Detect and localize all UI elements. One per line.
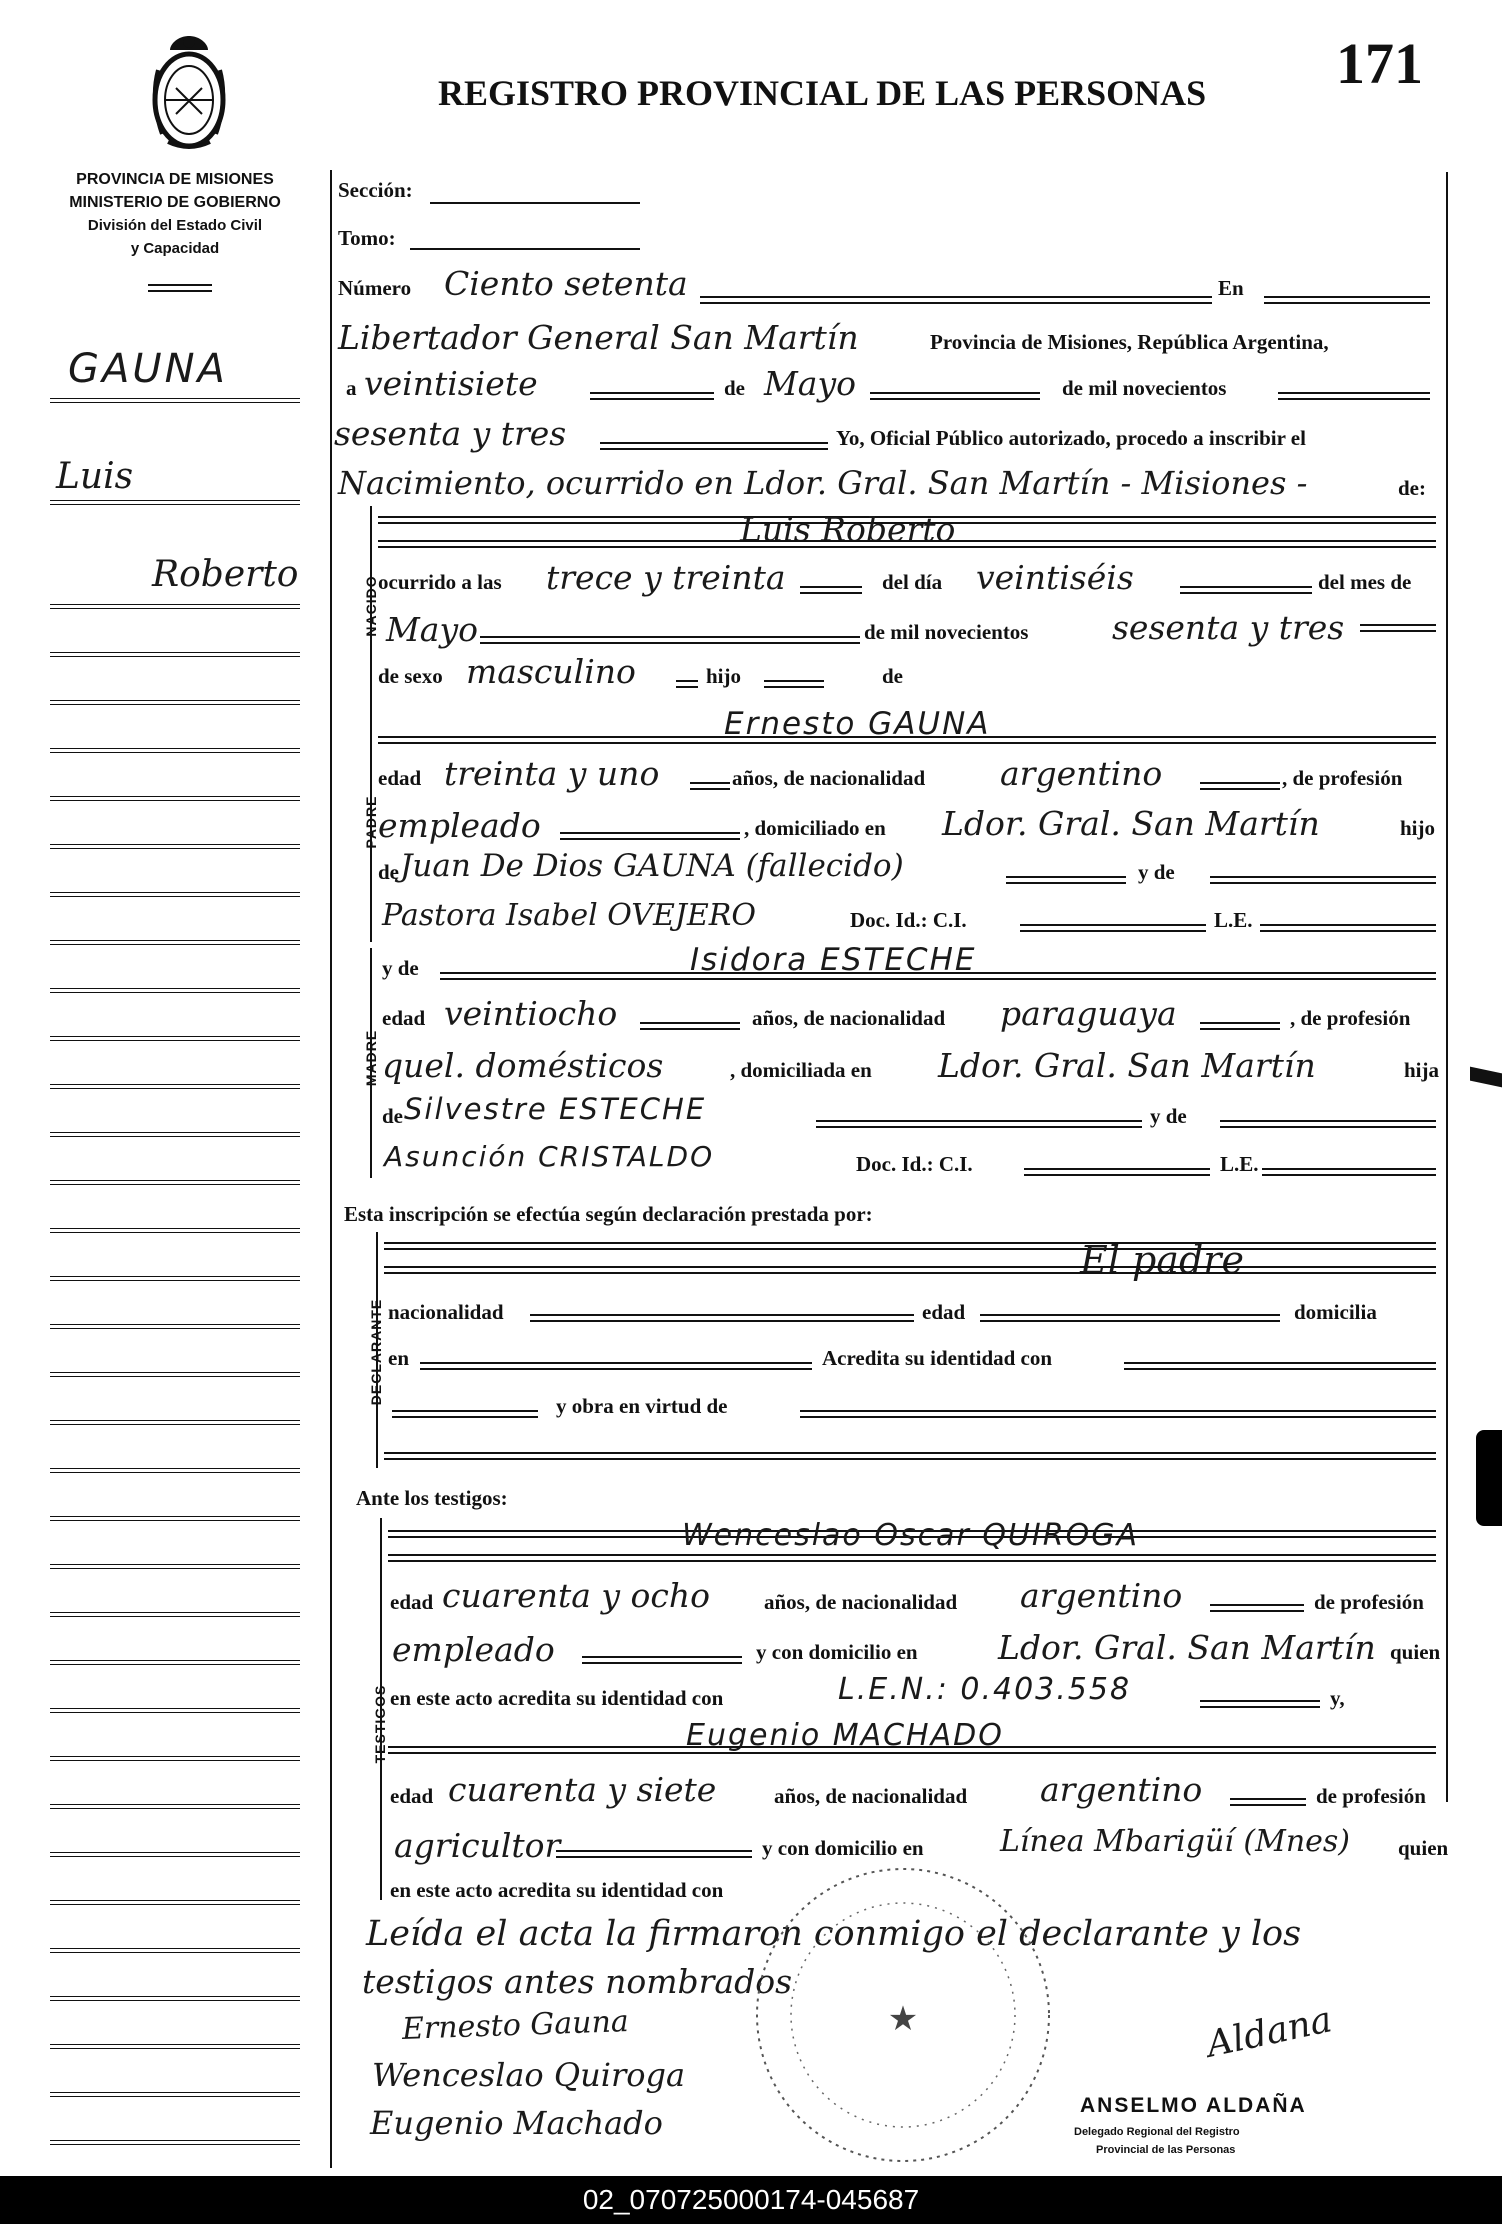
stub-rule [50,940,300,945]
de-colon-label: de: [1398,476,1426,500]
t1-edad-value: cuarenta y ocho [442,1576,710,1615]
declarante-nac-label: nacionalidad [388,1300,504,1324]
t1-dom-value: Ldor. Gral. San Martín [998,1628,1376,1667]
nacido-month-value: Mayo [386,610,478,649]
stub-rule [50,1852,300,1857]
numero-rule [700,296,1212,304]
declarante-top-rule [384,1242,1436,1250]
declarante-side-label: DECLARANTE [368,1298,384,1406]
madre-dom-value: Ldor. Gral. San Martín [938,1046,1316,1085]
declarante-en-label: en [388,1346,409,1370]
declarante-intro: Esta inscripción se efectúa según declaración prestada por: [344,1202,873,1226]
ocurrido-label: ocurrido a las [378,570,502,594]
seccion-rule [430,202,640,204]
coat-of-arms-seal [148,30,230,152]
page-title: REGISTRO PROVINCIAL DE LAS PERSONAS [438,73,1207,113]
padre-y-de-label: y de [1138,860,1175,884]
t2-edad-label: edad [390,1784,434,1808]
madre-edad-label: edad [382,1006,426,1030]
stub-rule [50,1420,300,1425]
del-dia-label: del día [882,570,943,594]
year-rule [600,442,828,450]
t1-edad-label: edad [390,1590,434,1614]
padre-edad-label: edad [378,766,422,790]
stub-rule [50,1660,300,1665]
t1-nac-value: argentino [1020,1576,1183,1615]
agency-line-province: PROVINCIA DE MISIONES [76,171,274,188]
madre-side-label: MADRE [363,1029,379,1087]
stub-middle-name: Roberto [152,554,299,595]
padre-dom-label: , domiciliado en [744,816,886,840]
t1-prof-rule [582,1656,742,1664]
padre-father-rule [1006,876,1126,884]
stub-rule [50,1036,300,1041]
t1-prof-label: de profesión [1314,1590,1424,1614]
stub-rule [50,1372,300,1377]
testigos-intro: Ante los testigos: [356,1486,508,1510]
nacido-name-rule [378,540,1436,548]
declarante-bottom-rule [384,1452,1436,1460]
t2-nac-label: años, de nacionalidad [774,1784,968,1808]
t2-nac-value: argentino [1040,1770,1203,1809]
stub-rule [50,1756,300,1761]
madre-edad-value: veintiocho [444,994,618,1033]
stub-rule [50,1228,300,1233]
stub-rule [50,1900,300,1905]
madre-nac-rule [1200,1022,1280,1030]
t1-name: Wenceslao Oscar QUIROGA [682,1518,1139,1553]
day-rule [590,392,714,400]
nacido-year-value: sesenta y tres [1112,608,1345,647]
padre-nac-rule [1200,782,1280,790]
sexo-value: masculino [466,652,636,691]
declarante-nac-rule [530,1314,914,1322]
declarante-obra-rule-left [392,1410,538,1418]
numero-value: Ciento setenta [444,264,688,303]
nacido-de-label: de [882,664,903,688]
madre-nac-value: paraguaya [1000,994,1177,1033]
padre-dom-value: Ldor. Gral. San Martín [942,804,1320,843]
event-value: Nacimiento, ocurrido en Ldor. Gral. San Martín - Misiones - [338,464,1308,502]
t1-acredita-label: en este acto acredita su identidad con [390,1686,724,1710]
t2-quien-label: quien [1398,1836,1449,1860]
madre-nac-label: años, de nacionalidad [752,1006,946,1030]
stub-rule [50,1612,300,1617]
madre-doc-rule [1024,1168,1210,1176]
padre-le-rule [1260,924,1436,932]
nacido-year-rule [1360,624,1436,632]
madre-y-de2-rule [1220,1120,1436,1128]
scan-id-footer: 02_070725000174-045687 [0,2176,1502,2224]
stub-rule [50,1180,300,1185]
t2-acredita-label: en este acto acredita su identidad con [390,1878,724,1902]
stub-rule [50,844,300,849]
testigos-side-label: TESTIGOS [372,1684,388,1764]
madre-name-rule [440,972,1436,980]
stub-rule [50,748,300,753]
edge-shadow-mark [1476,1430,1502,1526]
stub-first-name: Luis [56,456,134,497]
padre-doc-label: Doc. Id.: C.I. [850,908,967,932]
official-title-2: Provincial de las Personas [1096,2144,1236,2156]
padre-name: Ernesto GAUNA [724,706,991,742]
stub-rule [50,892,300,897]
madre-doc-label: Doc. Id.: C.I. [856,1152,973,1176]
padre-prof-rule [560,832,740,840]
padre-nac-label: años, de nacionalidad [732,766,926,790]
padre-side-label: PADRE [363,795,379,849]
t1-nac-rule [1210,1604,1304,1612]
closing-line-2: testigos antes nombrados [362,1962,793,2001]
t2-name-rule [388,1746,1436,1754]
padre-edad-rule [690,782,730,790]
frame-right-border [1446,172,1448,1802]
padre-prof-label: , de profesión [1282,766,1403,790]
madre-de-label: de [382,1104,403,1128]
t1-quien-label: quien [1390,1640,1441,1664]
month-value: Mayo [764,364,856,403]
del-mes-label: del mes de [1318,570,1412,594]
stub-rule [50,1324,300,1329]
stub-rule [50,500,300,505]
declarante-obra-rule [800,1410,1436,1418]
t1-doc-rule [1200,1700,1320,1708]
stub-rule [50,796,300,801]
agency-line-division: División del Estado Civil [87,217,263,234]
nacido-name: Luis Roberto [740,510,956,549]
en-label: En [1218,276,1244,300]
t1-name-rule [388,1554,1436,1562]
t1-prof-value: empleado [392,1630,555,1669]
madre-dom-label: , domiciliada en [730,1058,872,1082]
stub-rule [50,2092,300,2097]
t2-prof-label: de profesión [1316,1784,1426,1808]
stub-rule [50,1708,300,1713]
signature-declarante: Ernesto Gauna [401,2004,630,2047]
t2-edad-value: cuarenta y siete [448,1770,717,1809]
declarante-dom-label: domicilia [1294,1300,1377,1324]
hijo-rule [764,680,824,688]
seccion-label: Sección: [338,178,413,202]
official-name: ANSELMO ALDAÑA [1080,2094,1307,2117]
t2-nac-rule [1230,1798,1306,1806]
oficial-text: Yo, Oficial Público autorizado, procedo a inscribir el [836,426,1306,450]
edge-shadow-mark [1470,1067,1502,1088]
stub-rule [50,700,300,705]
mil-rule [1278,392,1430,400]
stub-rule [50,1948,300,1953]
stub-rule [50,1564,300,1569]
padre-edad-value: treinta y uno [444,754,660,793]
stub-rule [50,604,300,609]
t2-name: Eugenio MACHADO [686,1718,1004,1753]
stub-rule [50,1084,300,1089]
year-value: sesenta y tres [334,414,567,453]
declarante-edad-rule [980,1314,1280,1322]
declarante-value: El padre [1080,1238,1244,1282]
madre-father-value: Silvestre ESTECHE [404,1092,707,1126]
nacido-month-rule [480,636,860,644]
signature-witness-1: Wenceslao Quiroga [372,2056,686,2094]
padre-de-label: de [378,860,399,884]
madre-le-label: L.E. [1220,1152,1259,1176]
en-rule [1264,296,1430,304]
stub-rule [50,1996,300,2001]
nacido-day-rule [1180,586,1312,594]
nacido-side-label: NACIDO [363,575,379,637]
declarante-value-rule [384,1266,1436,1274]
official-signature: Aldana [1203,1999,1336,2066]
padre-y-de-rule [1210,876,1436,884]
place-value: Libertador General San Martín [338,318,859,357]
agency-line-ministry: MINISTERIO DE GOBIERNO [69,194,281,211]
stub-rule [50,988,300,993]
svg-text:★: ★ [887,1999,919,2039]
padre-mother-value: Pastora Isabel OVEJERO [382,898,756,933]
t2-dom-value: Línea Mbarigüí (Mnes) [1000,1824,1351,1859]
hour-value: trece y treinta [546,558,786,597]
de-label: de [724,376,745,400]
madre-prof-value: quel. domésticos [382,1046,664,1085]
t2-prof-value: agricultor [394,1826,561,1865]
t1-y-label: y, [1330,1686,1345,1710]
declarante-edad-label: edad [922,1300,966,1324]
agency-line-capacity: y Capacidad [130,240,220,257]
stub-rule [50,2140,300,2145]
numero-label: Número [338,276,412,300]
official-title-1: Delegado Regional del Registro [1074,2126,1240,2138]
madre-name: Isidora ESTECHE [690,942,977,978]
frame-left-border [330,170,332,2168]
madre-mother-value: Asunción CRISTALDO [384,1140,715,1173]
tomo-rule [410,248,640,250]
padre-father-value: Juan De Dios GAUNA (fallecido) [400,848,904,884]
t1-dom-label: y con domicilio en [756,1640,918,1664]
month-rule [870,392,1040,400]
madre-y-de-label: y de [382,956,419,980]
stub-rule [50,2044,300,2049]
nacido-day-value: veintiséis [976,558,1134,597]
madre-father-rule [816,1120,1142,1128]
declarante-acredita-rule [1124,1362,1436,1370]
closing-line-1: Leída el acta la firmaron conmigo el declarante y los [366,1914,1302,1954]
declarante-acredita-label: Acredita su identidad con [822,1346,1053,1370]
official-stamp [748,1860,1058,2170]
stub-surname: GAUNA [68,346,228,392]
madre-hija-label: hija [1404,1058,1440,1082]
padre-name-rule [378,736,1436,744]
day-value: veintisiete [364,364,538,403]
tomo-label: Tomo: [338,226,396,250]
stub-rule [50,1468,300,1473]
padre-le-label: L.E. [1214,908,1253,932]
agency-underline [148,284,212,292]
stub-rule [50,1132,300,1137]
nacido-mil-label: de mil novecientos [864,620,1029,644]
t2-prof-rule [556,1850,752,1858]
padre-prof-value: empleado [378,806,541,845]
stub-rule [50,652,300,657]
padre-doc-rule [1020,924,1206,932]
madre-y-de2-label: y de [1150,1104,1187,1128]
madre-le-rule [1262,1168,1436,1176]
declarante-obra-label: y obra en virtud de [556,1394,728,1418]
padre-hijo-label: hijo [1400,816,1436,840]
agency-block [40,168,310,260]
sexo-label: de sexo [378,664,443,688]
page-number: 171 [1336,31,1423,96]
signature-witness-2: Eugenio Machado [370,2104,663,2142]
t1-doc-value: L.E.N.: 0.403.558 [838,1672,1132,1707]
hijo-label: hijo [706,664,742,688]
t1-nac-label: años, de nacionalidad [764,1590,958,1614]
mil-label: de mil novecientos [1062,376,1227,400]
padre-nac-value: argentino [1000,754,1163,793]
province-text: Provincia de Misiones, República Argentina, [930,330,1329,354]
stub-rule [50,1276,300,1281]
madre-prof-label: , de profesión [1290,1006,1411,1030]
hour-rule [800,586,862,594]
stub-rule [50,398,300,403]
t2-dom-label: y con domicilio en [762,1836,924,1860]
a-label: a [346,376,357,400]
declarante-en-rule [420,1362,812,1370]
madre-edad-rule [640,1022,740,1030]
stub-rule [50,1804,300,1809]
sexo-rule [676,680,698,688]
stub-rule [50,1516,300,1521]
